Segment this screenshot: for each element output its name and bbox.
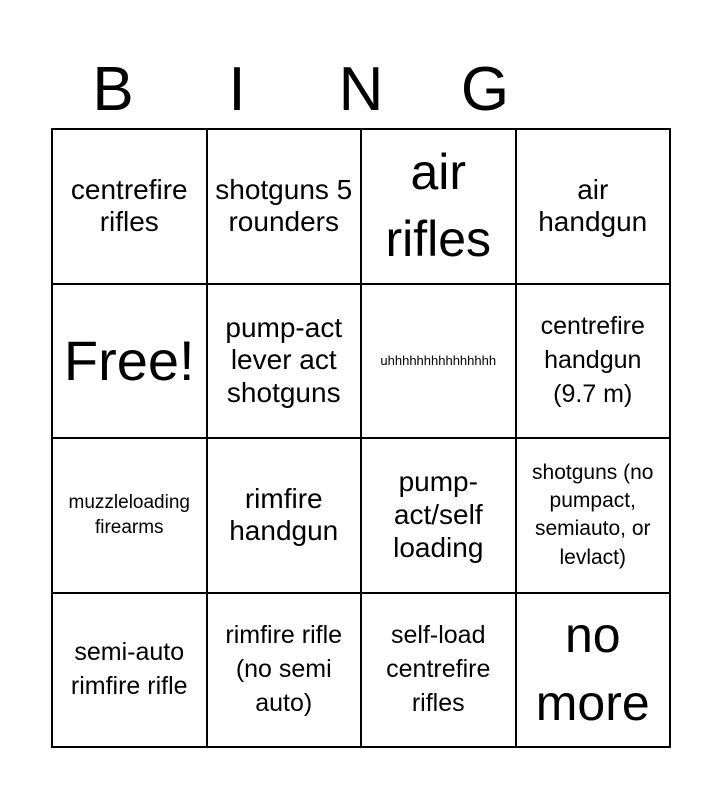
bingo-cell[interactable] <box>516 593 671 748</box>
bingo-cell[interactable] <box>361 438 516 593</box>
cell-text: air rifles <box>385 143 492 268</box>
header-letter-n: N <box>338 55 384 124</box>
header-letter-g: G <box>460 55 510 124</box>
bingo-cell[interactable] <box>361 593 516 748</box>
bingo-cell[interactable] <box>52 438 207 593</box>
bingo-cell[interactable] <box>361 284 516 439</box>
cell-text: shotguns 5 rounders <box>215 173 353 238</box>
bingo-cell[interactable] <box>361 129 516 284</box>
cell-text: self-load centrefire rifles <box>386 621 491 717</box>
cell-text: air handgun <box>538 173 648 238</box>
bingo-board <box>51 128 671 748</box>
cell-text: pump-act lever act shotguns <box>225 311 343 409</box>
cell-text: rimfire handgun <box>229 482 339 547</box>
cell-text: pump-act/self loading <box>393 466 484 563</box>
bingo-cell[interactable] <box>207 438 362 593</box>
cell-text: muzzleloading firearms <box>68 491 190 539</box>
cell-text: rimfire rifle (no semi auto) <box>225 621 343 717</box>
cell-text: semi-auto rimfire rifle <box>70 638 188 700</box>
cell-text: uhhhhhhhhhhhhhhh <box>380 353 497 369</box>
bingo-cell[interactable] <box>52 593 207 748</box>
cell-text: centrefire rifles <box>70 173 188 238</box>
header-letter-i: I <box>228 55 246 124</box>
free-space-cell[interactable] <box>52 284 207 439</box>
bingo-cell[interactable] <box>52 129 207 284</box>
bingo-cell[interactable] <box>516 438 671 593</box>
bingo-header <box>51 52 671 128</box>
bingo-cell[interactable] <box>207 593 362 748</box>
bingo-cell[interactable] <box>207 129 362 284</box>
cell-text: centrefire handgun (9.7 m) <box>540 312 645 408</box>
header-letter-b: B <box>92 55 134 124</box>
bingo-cell[interactable] <box>516 284 671 439</box>
cell-text: no more <box>535 607 650 731</box>
cell-text: shotguns (no pumpact, semiauto, or levlact) <box>532 460 654 569</box>
cell-text: Free! <box>63 328 195 392</box>
bingo-cell[interactable] <box>516 129 671 284</box>
bingo-cell[interactable] <box>207 284 362 439</box>
